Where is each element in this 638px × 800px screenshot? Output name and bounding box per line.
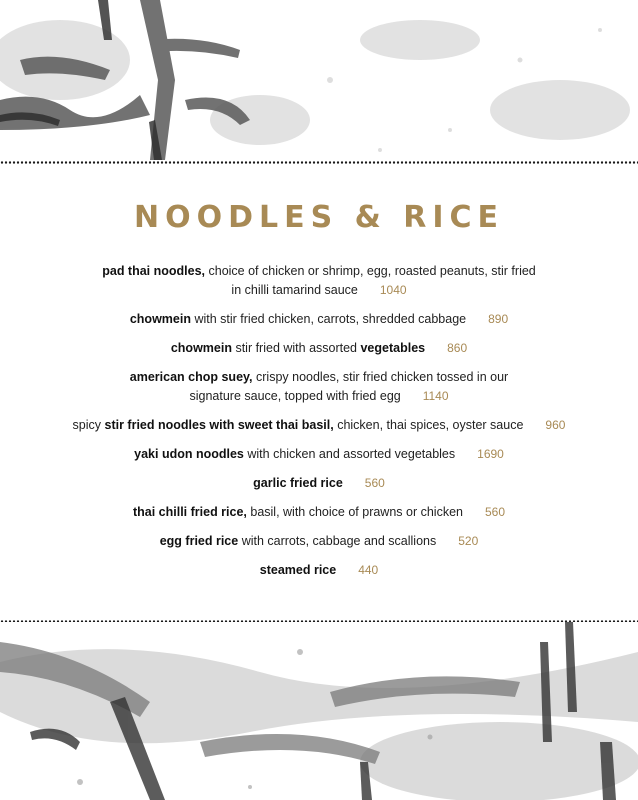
- menu-item: [40, 474, 598, 493]
- ink-wash-header-art: [0, 0, 638, 162]
- item-description: with stir fried chicken, carrots, shredded cabbage: [190, 312, 467, 326]
- dotted-divider-top: [0, 161, 638, 164]
- item-description: choice of chicken or shrimp, egg, roasted peanuts, stir fried: [205, 264, 536, 278]
- item-price: 1140: [422, 389, 449, 403]
- item-name: pad thai noodles,: [102, 264, 206, 278]
- menu-item: [40, 503, 598, 522]
- item-description-line2: in chilli tamarind sauce: [231, 283, 358, 297]
- item-name: stir fried noodles with sweet thai basil,: [104, 418, 334, 432]
- item-price: 560: [364, 476, 385, 490]
- item-name: steamed rice: [259, 563, 337, 577]
- item-description: with carrots, cabbage and scallions: [238, 534, 437, 548]
- item-prefix: spicy: [72, 418, 105, 432]
- menu-list: [40, 262, 598, 590]
- menu-item: [40, 561, 598, 580]
- item-price: 520: [458, 534, 479, 548]
- item-name-suffix: vegetables: [360, 341, 426, 355]
- item-name: chowmein: [170, 341, 232, 355]
- item-price: 1690: [477, 447, 504, 461]
- menu-item: [40, 339, 598, 358]
- menu-item: [40, 368, 598, 406]
- item-name: garlic fried rice: [253, 476, 343, 490]
- item-description: crispy noodles, stir fried chicken tossed in our: [252, 370, 509, 384]
- item-description: stir fried with assorted: [231, 341, 361, 355]
- item-name: american chop suey,: [129, 370, 253, 384]
- item-name: egg fried rice: [159, 534, 239, 548]
- menu-item: [40, 416, 598, 435]
- ink-wash-footer-art: [0, 622, 638, 800]
- menu-item: [40, 310, 598, 329]
- item-price: 960: [545, 418, 566, 432]
- section-title: NOODLES & RICE: [133, 200, 505, 235]
- menu-item: [40, 445, 598, 464]
- item-description: basil, with choice of prawns or chicken: [246, 505, 463, 519]
- item-description: with chicken and assorted vegetables: [243, 447, 456, 461]
- item-name: yaki udon noodles: [134, 447, 244, 461]
- menu-item: [40, 262, 598, 300]
- menu-item: [40, 532, 598, 551]
- item-price: 560: [484, 505, 506, 519]
- item-price: 860: [447, 341, 468, 355]
- item-price: 890: [488, 312, 509, 326]
- item-description: chicken, thai spices, oyster sauce: [333, 418, 524, 432]
- item-name: thai chilli fried rice,: [132, 505, 247, 519]
- item-name: chowmein: [129, 312, 191, 326]
- item-price: 1040: [379, 283, 407, 297]
- item-price: 440: [358, 563, 379, 577]
- item-description-line2: signature sauce, topped with fried egg: [189, 389, 401, 403]
